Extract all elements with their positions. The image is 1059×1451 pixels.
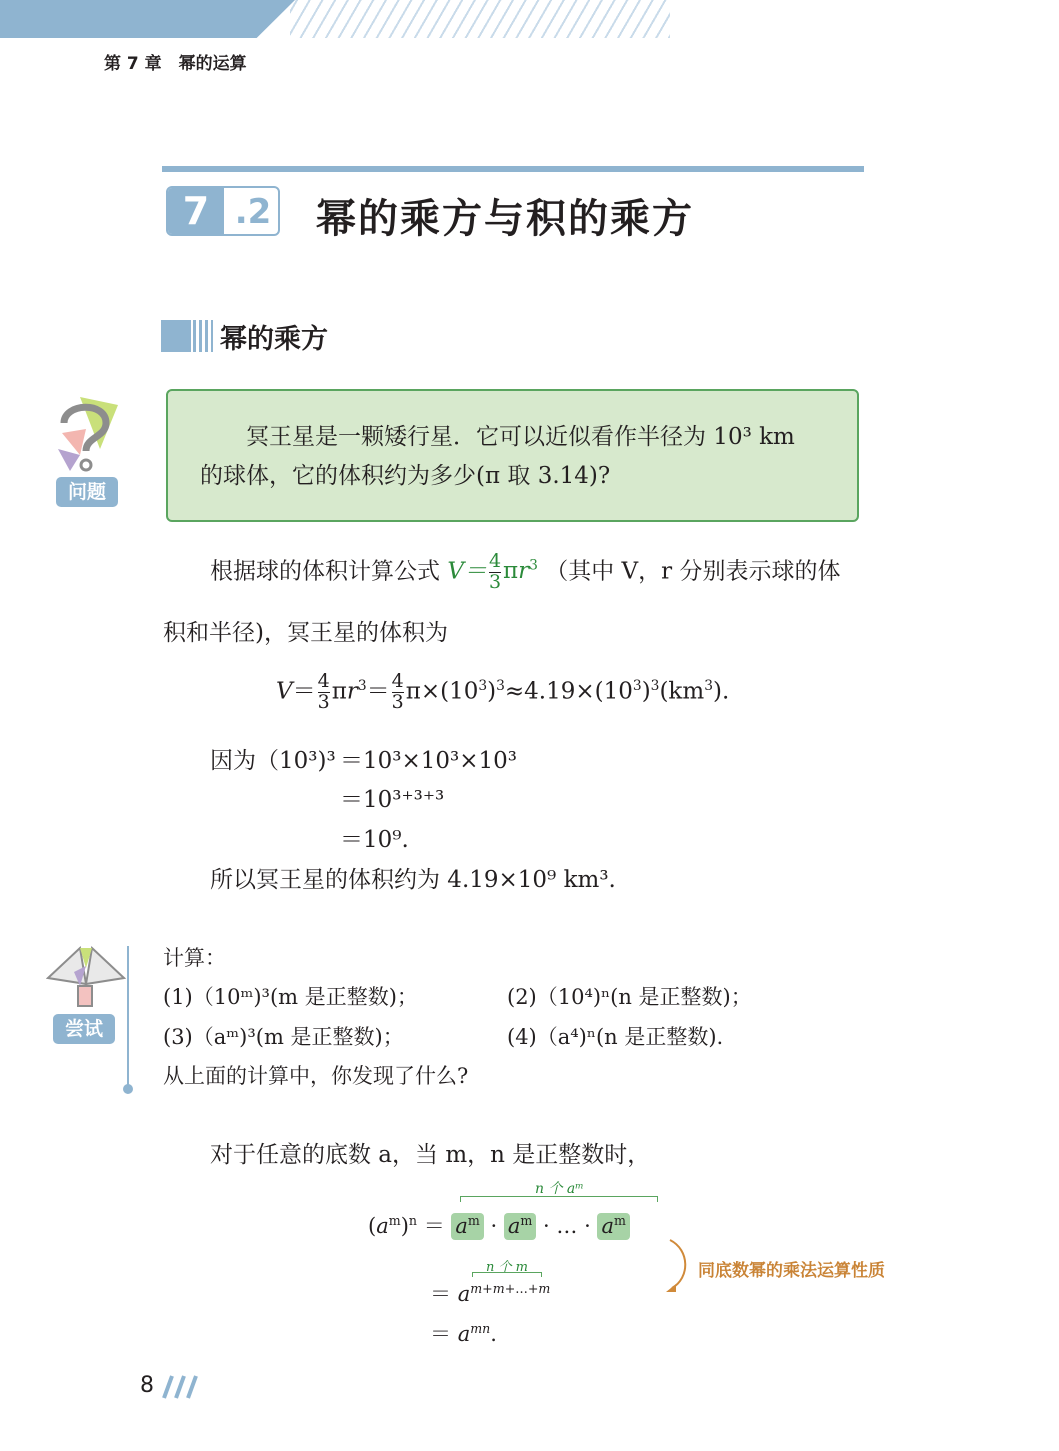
over-brace-2 — [472, 1272, 542, 1277]
header-band — [0, 0, 295, 38]
page-number-slashes — [162, 1374, 202, 1400]
fraction-numerator: 4 — [488, 550, 502, 572]
problem-line-1: 冥王星是一颗矮行星．它可以近似看作半径为 10³ km — [246, 424, 795, 450]
paragraph-1 — [210, 552, 840, 593]
over-brace — [460, 1196, 658, 1202]
property-note: 同底数幂的乘法运算性质 — [698, 1261, 885, 1281]
problem-box — [166, 389, 859, 522]
rule-equation-line-2: ＝ $a^{m+m+\dots+m}$ — [430, 1281, 551, 1306]
curved-arrow-icon — [662, 1238, 692, 1294]
subheading-marker — [161, 320, 191, 352]
formula-v: V＝ — [447, 558, 487, 585]
try-tag: 尝试 — [53, 1014, 115, 1044]
rule-equation-line-1: $(a^m)^n = a^m \cdot a^m$ · … · $a^m$ — [368, 1213, 630, 1240]
try-intro: 计算： — [163, 946, 226, 970]
conclusion: 所以冥王星的体积约为 4.19×10⁹ km³. — [210, 867, 616, 893]
step-2: ＝10³⁺³⁺³ — [340, 787, 445, 813]
volume-equation: V＝ $\frac{4}{3}$ $\pi r^3=$ $\frac{4}{3}$ $\pi\times(10^3)^3\approx 4.19\times(10^3)^3(km^3)$. — [276, 670, 730, 713]
step-1-prefix: 因为（10³)³ — [210, 748, 336, 774]
section-number-badge — [166, 186, 280, 236]
question-icon — [50, 393, 124, 475]
problem-tag: 问题 — [56, 477, 118, 507]
formula-pi-r: $\pi r^3$ — [503, 557, 538, 585]
try-icon — [46, 944, 126, 1008]
paragraph-1-end: （其中 V，r 分别表示球的体 — [545, 558, 841, 585]
try-question: 从上面的计算中，你发现了什么? — [163, 1064, 469, 1088]
title-rule — [162, 166, 864, 172]
try-item-3: (3)（aᵐ)³(m 是正整数)； — [163, 1025, 404, 1049]
subheading: 幂的乘方 — [220, 324, 328, 355]
problem-line-2: 的球体，它的体积约为多少(π 取 3.14)? — [200, 463, 611, 489]
paragraph-1-start: 根据球的体积计算公式 — [210, 558, 440, 585]
try-item-4: (4)（a⁴)ⁿ(n 是正整数). — [507, 1025, 724, 1049]
try-rule-dot — [123, 1084, 133, 1094]
step-3: ＝10⁹. — [340, 827, 409, 853]
brace-label-2: n 个 m — [486, 1260, 528, 1275]
paragraph-2: 积和半径)，冥王星的体积为 — [163, 620, 448, 646]
brace-label: n 个 aᵐ — [535, 1181, 584, 1197]
try-vertical-rule — [127, 946, 129, 1091]
fraction-denominator: 3 — [488, 570, 502, 593]
section-title: 幂的乘方与积的乘方 — [316, 196, 694, 242]
section-sub-number: .2 — [234, 192, 272, 232]
page-number: 8 — [140, 1373, 154, 1398]
header-stripes — [290, 0, 670, 38]
try-item-2: (2)（10⁴)ⁿ(n 是正整数)； — [507, 985, 752, 1009]
rule-equation-line-3: ＝ $a^{mn}$. — [430, 1321, 497, 1346]
step-1: ＝10³×10³×10³ — [340, 748, 518, 774]
subheading-stripes — [193, 320, 213, 352]
chapter-header: 第 7 章 幂的运算 — [104, 54, 247, 74]
rule-intro: 对于任意的底数 a，当 m，n 是正整数时， — [210, 1142, 651, 1168]
section-number: 7 — [168, 188, 224, 234]
try-item-1: (1)（10ᵐ)³(m 是正整数)； — [163, 985, 418, 1009]
formula-fraction — [489, 552, 501, 593]
